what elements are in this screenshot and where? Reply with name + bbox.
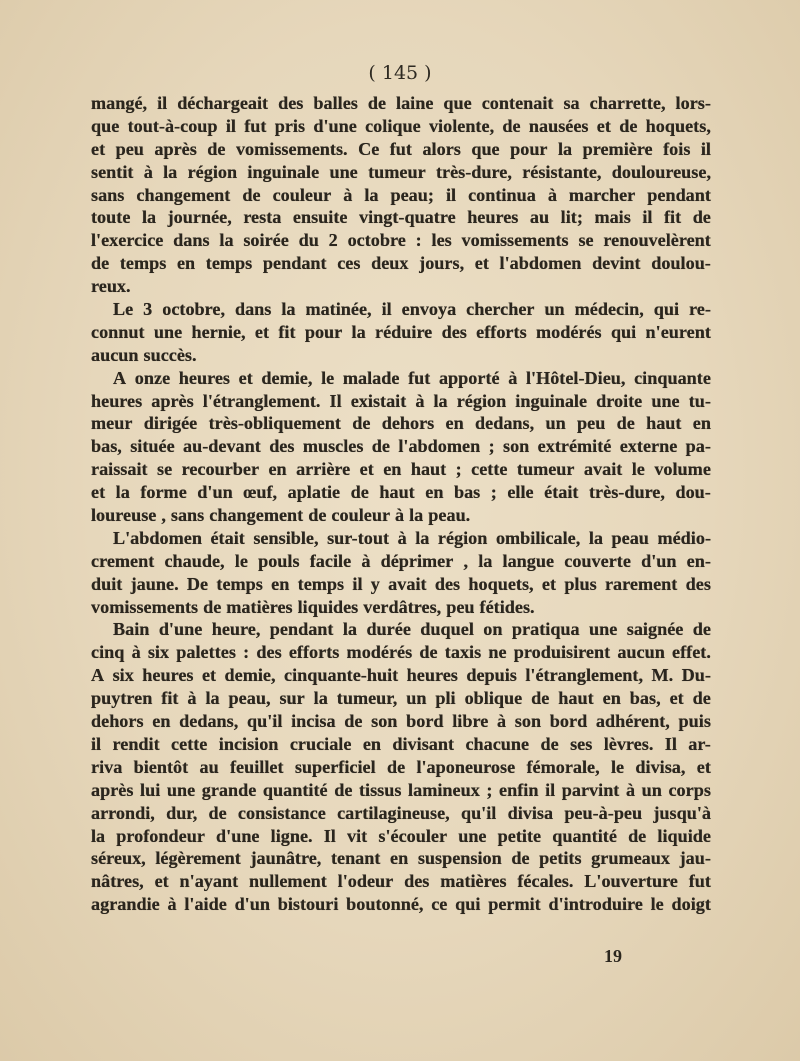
text-line: reux. <box>91 276 131 297</box>
text-line: crement chaude, le pouls facile à déprimer , la langue couverte d'un en- <box>91 550 711 571</box>
text-line: heures après l'étranglement. Il existait à la région inguinale droite une tu- <box>91 390 711 411</box>
signature-mark: 19 <box>604 946 622 966</box>
text-line: raissait se recourber en arrière et en haut ; cette tumeur avait le volume <box>91 459 711 480</box>
text-line: meur dirigée très-obliquement de dehors en dedans, un peu de haut en <box>91 413 711 434</box>
text-line: arrondi, dur, de consistance cartilagineuse, qu'il divisa peu-à-peu jusqu'à <box>91 802 711 823</box>
text-line: A six heures et demie, cinquante-huit heures depuis l'étranglement, M. Du- <box>91 665 711 686</box>
text-line: toute la journée, resta ensuite vingt-quatre heures au lit; mais il fit de <box>91 207 711 228</box>
text-line: et peu après de vomissements. Ce fut alors que pour la première fois il <box>91 138 711 159</box>
body-text <box>91 92 711 916</box>
text-line: L'abdomen était sensible, sur-tout à la région ombilicale, la peau médio- <box>113 527 711 548</box>
text-line: A onze heures et demie, le malade fut apporté à l'Hôtel-Dieu, cinquante <box>113 367 711 388</box>
text-line: mangé, il déchargeait des balles de laine que contenait sa charrette, lors- <box>91 93 711 113</box>
page-number-header: ( 145 ) <box>368 62 432 84</box>
text-line: que tout-à-coup il fut pris d'une colique violente, de nausées et de hoquets, <box>91 115 711 136</box>
text-line: puytren fit à la peau, sur la tumeur, un pli oblique de haut en bas, et de <box>91 688 711 709</box>
text-line: duit jaune. De temps en temps il y avait des hoquets, et plus rarement des <box>91 573 711 594</box>
text-line: et la forme d'un œuf, aplatie de haut en bas ; elle était très-dure, dou- <box>91 482 711 503</box>
text-line: dehors en dedans, qu'il incisa de son bord libre à son bord adhérent, puis <box>91 711 711 732</box>
text-line: de temps en temps pendant ces deux jours, et l'abdomen devint doulou- <box>91 253 711 274</box>
text-line: agrandie à l'aide d'un bistouri boutonné, ce qui permit d'introduire le doigt <box>91 894 711 915</box>
text-line: bas, située au-devant des muscles de l'abdomen ; son extrémité externe pa- <box>91 436 711 457</box>
text-line: séreux, légèrement jaunâtre, tenant en suspension de petits grumeaux jau- <box>91 848 711 869</box>
text-line: après lui une grande quantité de tissus lamineux ; enfin il parvint à un corps <box>91 779 711 800</box>
text-line: la profondeur d'une ligne. Il vit s'écouler une petite quantité de liquide <box>91 825 711 846</box>
text-line: aucun succès. <box>91 344 197 365</box>
text-line: nâtres, et n'ayant nullement l'odeur des matières fécales. L'ouverture fut <box>91 871 711 892</box>
text-line: cinq à six palettes : des efforts modérés de taxis ne produisirent aucun effet. <box>91 642 711 663</box>
text-line: l'exercice dans la soirée du 2 octobre : les vomissements se renouvelèrent <box>91 230 711 251</box>
text-line: loureuse , sans changement de couleur à la peau. <box>91 505 471 526</box>
text-line: Bain d'une heure, pendant la durée duquel on pratiqua une saignée de <box>113 619 711 640</box>
text-line: riva bientôt au feuillet superficiel de l'aponeurose fémorale, le divisa, et <box>91 756 711 777</box>
text-line: sentit à la région inguinale une tumeur très-dure, résistante, douloureuse, <box>91 161 711 182</box>
text-line: connut une hernie, et fit pour la réduire des efforts modérés qui n'eurent <box>91 321 711 342</box>
text-line: Le 3 octobre, dans la matinée, il envoya chercher un médecin, qui re- <box>113 299 711 320</box>
text-line: vomissements de matières liquides verdâtres, peu fétides. <box>91 596 535 617</box>
text-line: sans changement de couleur à la peau; il continua à marcher pendant <box>91 184 711 205</box>
text-line: il rendit cette incision cruciale en divisant chacune de ses lèvres. Il ar- <box>91 733 711 754</box>
